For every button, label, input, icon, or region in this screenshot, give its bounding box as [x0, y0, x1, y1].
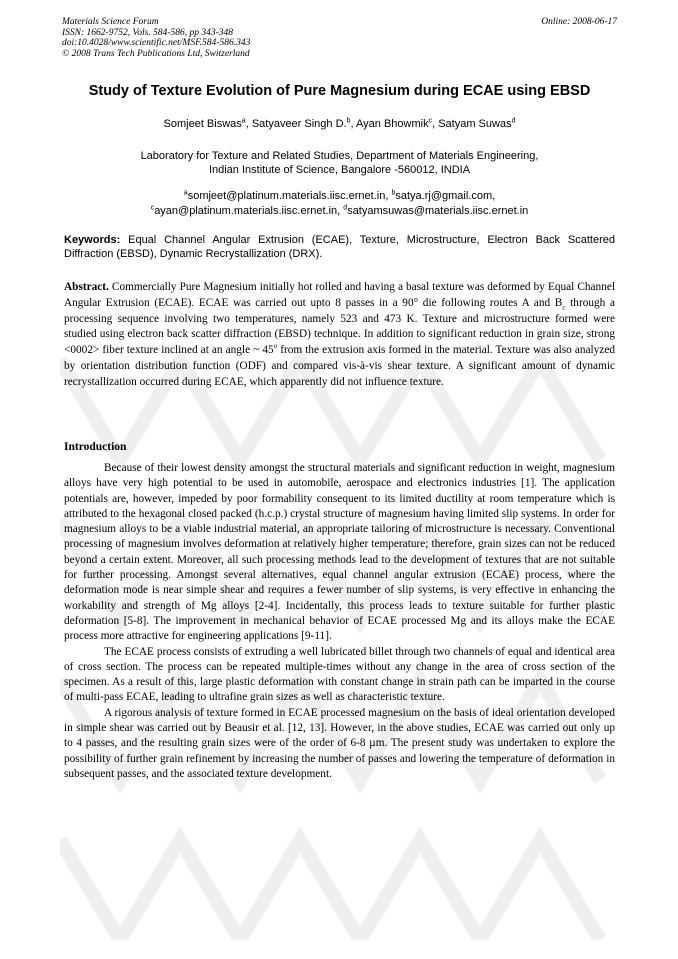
abstract-label: Abstract. [64, 281, 109, 293]
subscript: c [562, 303, 566, 312]
abstract-text: from the extrusion axis formed in the material. Texture was also analyzed by orientation distribution function (ODF) and compared vis-à-vis shear texture. A significant amount of dynamic recrystallization occurred during ECAE, which apparently did not influence texture. [64, 344, 615, 388]
email-address[interactable]: satyamsuwas@materials.iisc.ernet.in [347, 205, 529, 217]
online-date: Online: 2008-06-17 [541, 17, 617, 27]
abstract [64, 280, 615, 391]
author-mark: c [428, 117, 433, 125]
email-list: $^a$somjeet@platinum.materials.iisc.ernet.in, $^b$satya.rj@gmail.com, $^c$ayan@platinum.materials.iisc.ernet.in, $^d$satyamsuwas@materials.iisc.ernet.in [150, 189, 529, 217]
journal-name: Materials Science Forum [62, 17, 159, 27]
paragraph: A rigorous analysis of texture formed in ECAE processed magnesium on the basis of ideal orientation developed in simple shear was carried out by Beausir et al. [12, 13]. However, in the above studies, ECAE was carried out only up to 4 passes, and the resulting grain sizes were of the order of 6-8 µm. The present study was undertaken to explore the possibility of further grain refinement by increasing the number of passes and lowering the temperature of deformation in subsequent passes, and the associated texture development. [64, 706, 615, 780]
author-mark: a [241, 117, 246, 125]
keywords-text: Equal Channel Angular Extrusion (ECAE), Texture, Microstructure, Electron Back Scattered Diffraction (EBSD), Dynamic Recrystallization (DRX). [64, 234, 615, 260]
affiliation-line: Indian Institute of Science, Bangalore -560012, INDIA [208, 164, 471, 176]
author-name: Ayan Bhowmik [356, 118, 429, 130]
email-mark: b [391, 189, 396, 197]
journal-header [62, 17, 617, 59]
email-address[interactable]: ayan@platinum.materials.iisc.ernet.in [154, 205, 338, 217]
keywords-label: Keywords: [64, 234, 121, 246]
abstract-text: through a processing sequence involving two temperatures, namely 523 and 473 K. Texture and microstructure formed were studied using electron back scatter diffraction (EBSD) technique. In addition to significant reduction in grain size, strong <0002> fiber texture inclined at an angle ~ 45 [64, 296, 616, 357]
author-mark: d [511, 117, 516, 125]
keywords [64, 233, 615, 261]
author-mark: b [346, 117, 351, 125]
doi-line[interactable]: doi:10.4028/www.scientific.net/MSF.584-586.343 [62, 38, 251, 48]
section-heading: Introduction [64, 441, 127, 453]
email-address[interactable]: satya.rj@gmail.com [395, 190, 493, 202]
email-mark: c [150, 204, 155, 212]
abstract-text: Commercially Pure Magnesium initially hot rolled and having a basal texture was deformed by Equal Channel Angular Extrusion (ECAE). ECAE was carried out upto 8 passes in a 90° die following routes A and B [64, 281, 615, 309]
author-name: Satyam Suwas [438, 118, 512, 130]
paper-title: Study of Texture Evolution of Pure Magnesium during ECAE using EBSD [88, 83, 591, 99]
affiliation [64, 149, 615, 177]
superscript: o [273, 342, 278, 351]
email-mark: a [183, 189, 188, 197]
paragraph: The ECAE process consists of extruding a well lubricated billet through two channels of equal and identical area of cross section. The process can be repeated multiple-times without any change in the area of cross section of the specimen. As a result of this, large plastic deformation with constant change in strain path can be imparted in the course of multi-pass ECAE, leading to ultrafine grain sizes as well as characteristic texture. [64, 645, 615, 704]
copyright-line: © 2008 Trans Tech Publications Ltd, Switzerland [62, 48, 250, 59]
email-mark: d [343, 204, 348, 212]
author-list: Somjeet Biswas$^a$, Satyaveer Singh D.$^b$, Ayan Bhowmik$^c$, Satyam Suwas$^d$ [163, 117, 516, 130]
paragraph: Because of their lowest density amongst the structural materials and significant reduction in weight, magnesium alloys have very high potential to be used in automobile, aerospace and electronics industries [1]. The application potentials are, however, impeded by poor formability consequent to its limited ductility at room temperature which is attributed to the hexagonal closed packed (h.c.p.) crystal structure of magnesium having limited slip systems. In order for magnesium alloys to be a viable industrial material, an appropriate tailoring of microstructure is necessary. Conventional processing of magnesium involves deformation at relatively higher temperature; therefore, grain sizes can not be reduced beyond a certain extent. Moreover, all such processing methods lead to the development of textures that are not suitable for further processing. Amongst several alternatives, equal channel angular extrusion (ECAE) process, where the deformation mode is near simple shear and requires a fewer number of slip systems, is very effective in enhancing the workability and strength of Mg alloys [2-4]. Incidentally, this process leads to texture suitable for further plastic deformation [5-8]. The improvement in mechanical behavior of ECAE processed Mg and its alloys make the ECAE process more attractive for engineering applications [9-11]. [64, 462, 615, 643]
email-address[interactable]: somjeet@platinum.materials.iisc.ernet.in [187, 190, 386, 202]
introduction-body [64, 461, 615, 782]
issn-line: ISSN: 1662-9752, Vols. 584-586, pp 343-348 [62, 27, 233, 38]
author-name: Satyaveer Singh D. [251, 118, 347, 130]
affiliation-line: Laboratory for Texture and Related Studies, Department of Materials Engineering, [140, 150, 539, 162]
author-name: Somjeet Biswas [163, 118, 242, 130]
